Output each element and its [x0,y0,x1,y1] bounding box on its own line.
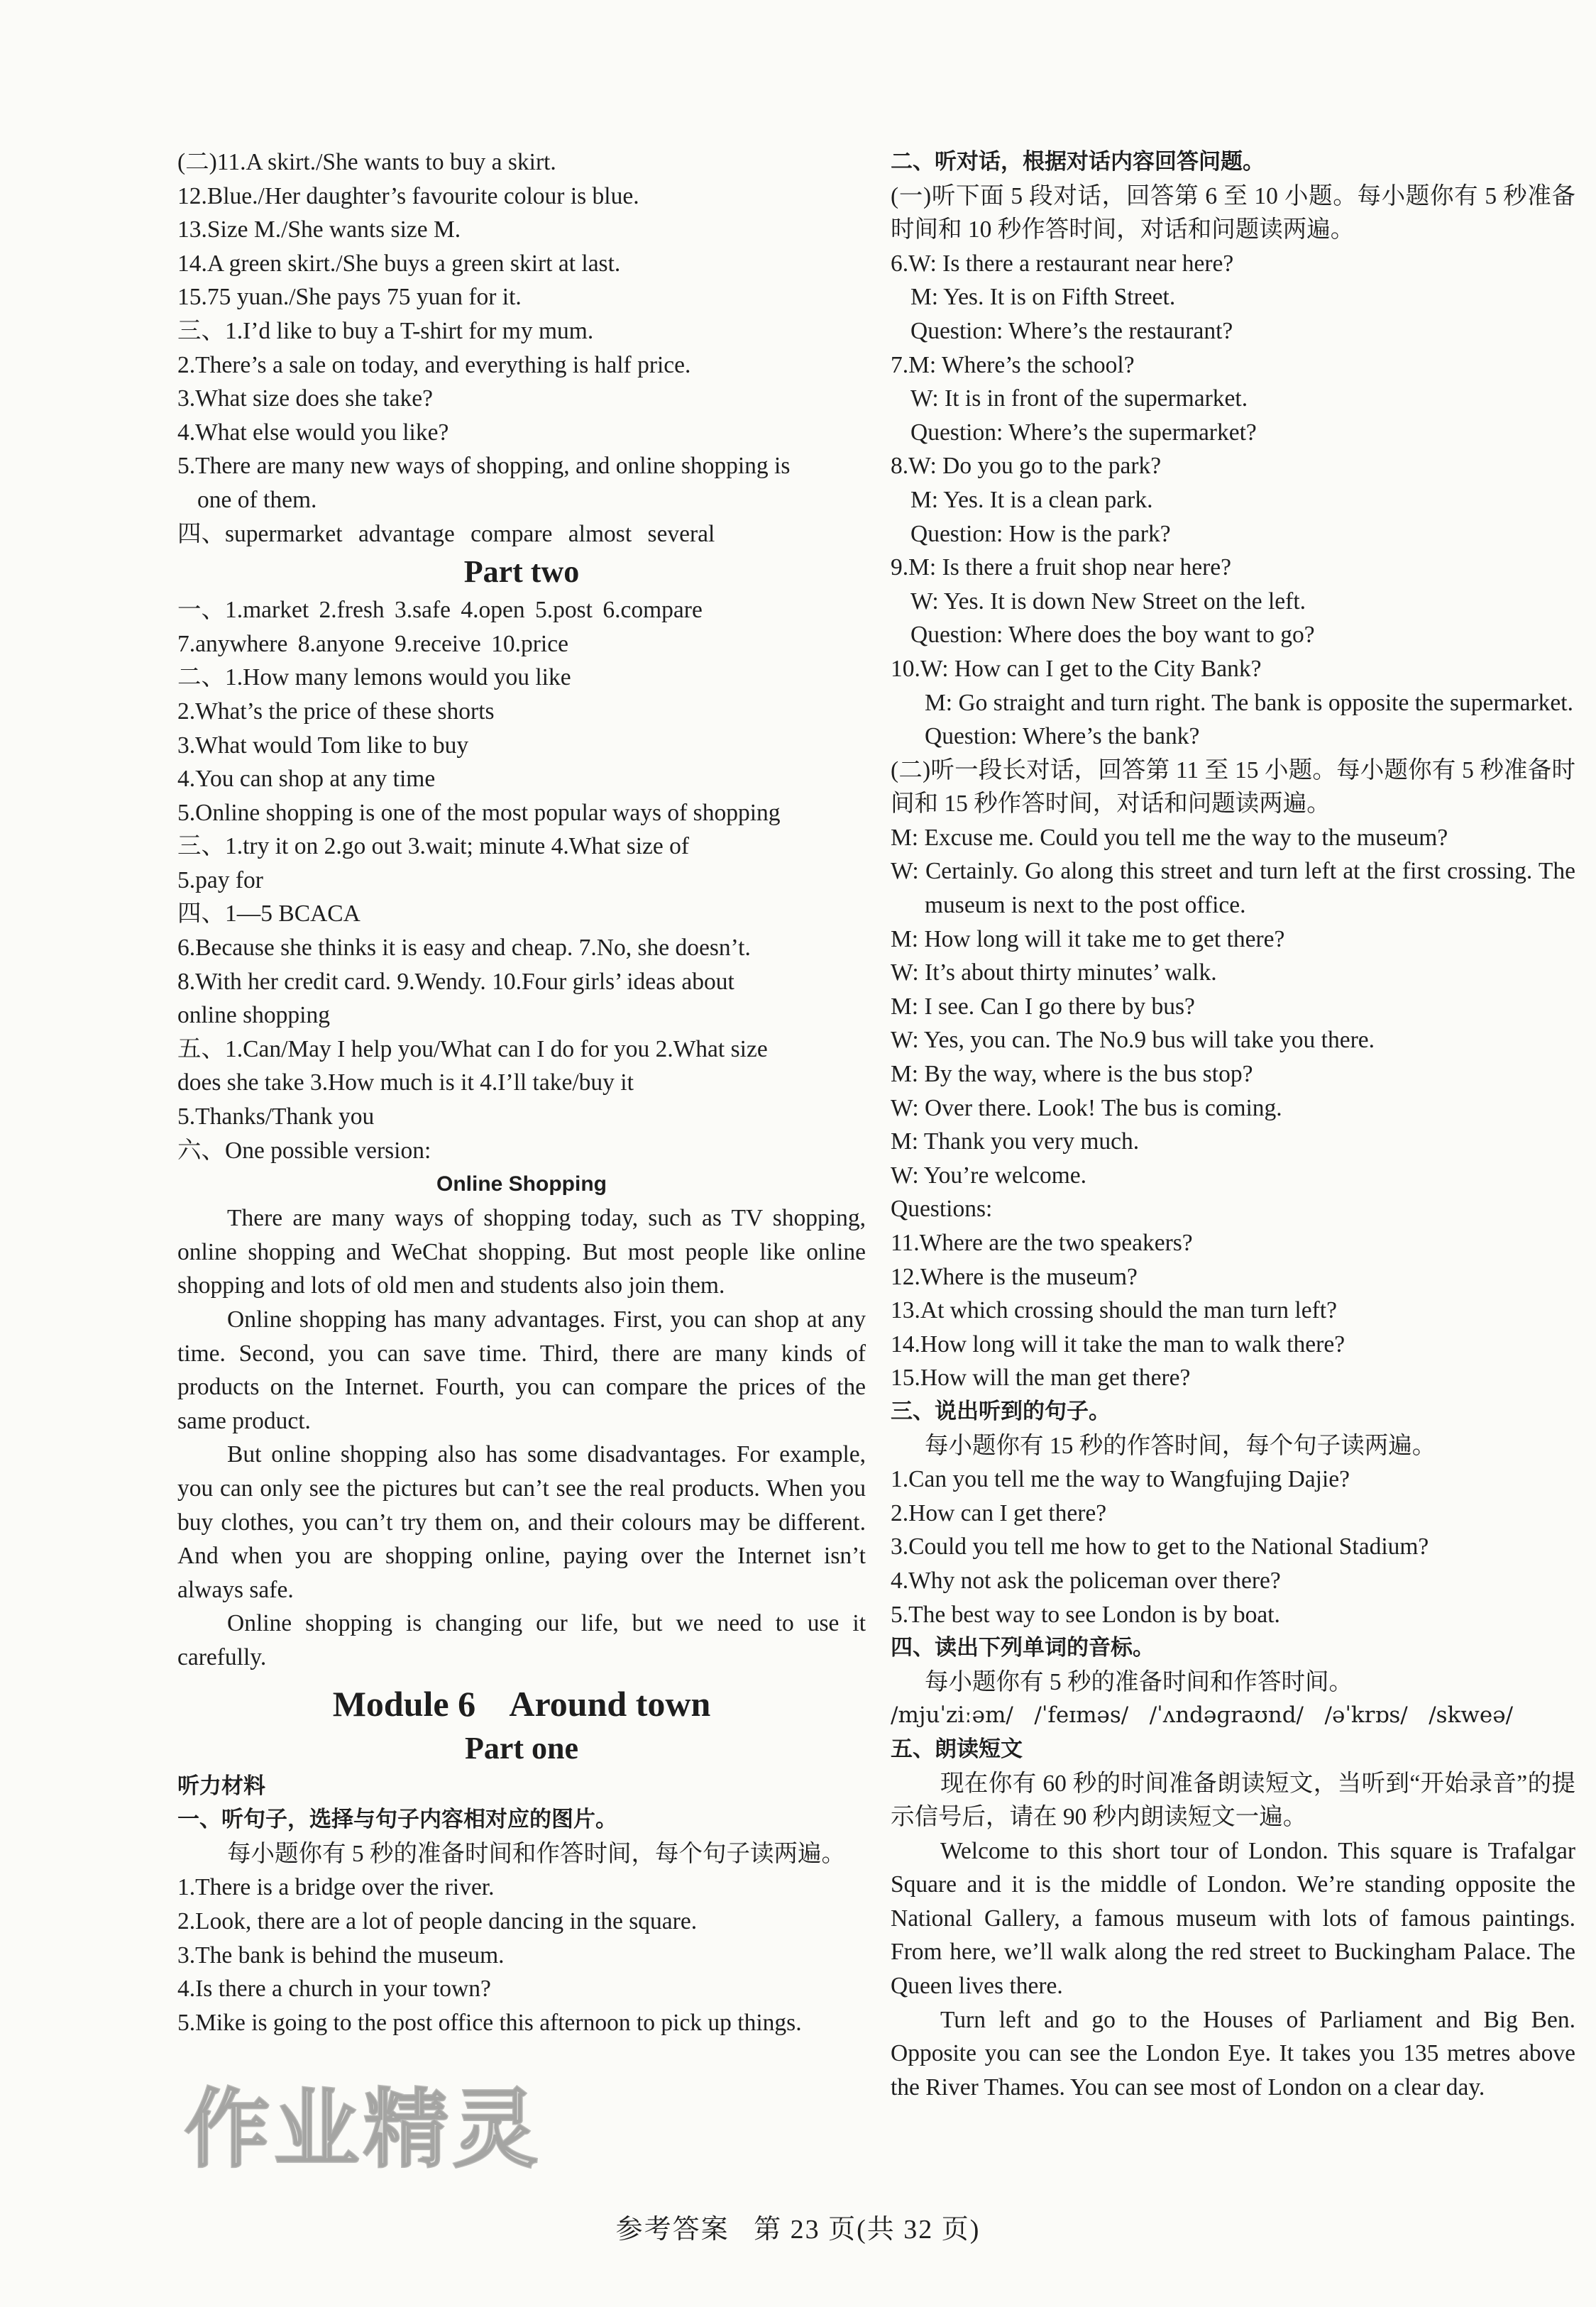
part-one-title: Part one [464,1730,579,1766]
answer-line: 六、One possible version: [177,1137,431,1164]
part-two-title: Part two [463,554,580,590]
dialogue-line: W: It’s about thirty minutes’ walk. [891,959,1217,986]
answer-line: 14.A green skirt./She buys a green skirt at last. [177,250,621,277]
answer-line: 4.What else would you like? [177,419,449,446]
dialogue-line [891,686,1575,720]
dialogue-line: Question: Where does the boy want to go? [910,622,1315,649]
answer-line: (二)11.A skirt./She wants to buy a skirt. [177,149,556,175]
answer-line: online shopping [177,1002,330,1029]
dialogue-line: 7.M: Where’s the school? [891,351,1135,378]
sentence-line: 3.Could you tell me how to get to the National Stadium? [891,1534,1429,1560]
dialogue-line: W: Certainly. Go along this street and turn left at the first crossing. The museum is next to the post office. [891,858,1575,919]
answer-line: one of them. [197,486,317,513]
section-instruction: (二)听一段长对话，回答第 11 至 15 小题。每小题你有 5 秒准备时间和 15 秒作答时间，对话和问题读两遍。 [891,756,1575,817]
sentence-line: 5.The best way to see London is by boat. [891,1601,1280,1628]
answer-line: 5.pay for [177,866,263,893]
section-instruction: 每小题你有 5 秒的准备时间和作答时间。 [925,1668,1353,1695]
page-footer: 参考答案 第 23 页(共 32 页) [615,2215,981,2245]
section-instruction: 每小题你有 15 秒的作答时间，每个句子读两遍。 [925,1432,1436,1459]
answer-line: 5.Thanks/Thank you [177,1103,375,1130]
answer-line: 5.There are many new ways of shopping, and online shopping is [177,453,791,480]
dialogue-line: W: Yes, you can. The No.9 bus will take you there. [891,1027,1375,1054]
dialogue-line: 8.W: Do you go to the park? [891,453,1162,480]
section-heading: 一、听句子，选择与句子内容相对应的图片。 [177,1807,617,1833]
question-line: 15.How will the man get there? [891,1365,1191,1392]
dialogue-line: M: Excuse me. Could you tell me the way to the museum? [891,824,1448,851]
dialogue-line: M: By the way, where is the bus stop? [891,1061,1253,1088]
sentence-line: 5.Mike is going to the post office this afternoon to pick up things. [177,2009,802,2036]
dialogue-line: M: Yes. It is on Fifth Street. [910,284,1176,311]
answer-line: 4.You can shop at any time [177,766,436,793]
question-line: 13.At which crossing should the man turn left? [891,1297,1337,1324]
sentence-line: 2.Look, there are a lot of people dancing in the square. [177,1907,698,1934]
answer-line: 三、1.I’d like to buy a T-shirt for my mum. [177,317,594,344]
answer-line: 2.What’s the price of these shorts [177,698,495,725]
essay-paragraph: But online shopping also has some disadvantages. For example, you can only see the pictures but can’t see the real products. When you buy clothes, you can’t try them on, and their colours may be different. And when you are shopping online, paying over the Internet isn’t always safe. [177,1441,866,1603]
phonetics-line: /mjuˈziːəm/ /ˈfeɪməs/ /ˈʌndəɡraʊnd/ /əˈkrɒs/ /skweə/ [891,1702,1514,1729]
dialogue-line: M: Thank you very much. [891,1128,1140,1155]
answer-line: 2.There’s a sale on today, and everything is half price. [177,351,691,378]
dialogue-line: W: It is in front of the supermarket. [910,385,1248,412]
section-heading: 五、朗读短文 [891,1736,1023,1762]
sentence-line: 3.The bank is behind the museum. [177,1942,505,1969]
dialogue-line: 6.W: Is there a restaurant near here? [891,250,1234,277]
question-line: 12.Where is the museum? [891,1263,1138,1290]
section-heading: 二、听对话，根据对话内容回答问题。 [891,149,1265,175]
watermark: 作业精灵 [185,2081,542,2179]
dialogue-line: 9.M: Is there a fruit shop near here? [891,554,1231,581]
sentence-line: 2.How can I get there? [891,1499,1107,1526]
answer-line: 3.What would Tom like to buy [177,732,469,759]
sentence-line: 1.There is a bridge over the river. [177,1874,495,1901]
answer-line: 四、1—5 BCACA [177,901,361,927]
questions-label: Questions: [891,1196,993,1223]
answer-line: 8.With her credit card. 9.Wendy. 10.Four girls’ ideas about [177,968,734,995]
answer-line: 五、1.Can/May I help you/What can I do for you 2.What size [177,1035,768,1062]
module-title: Module 6 Around town [332,1683,711,1724]
dialogue-line: Question: Where’s the restaurant? [910,317,1233,344]
essay-paragraph: Online shopping is changing our life, but we need to use it carefully. [177,1610,866,1670]
essay-paragraph: There are many ways of shopping today, such as TV shopping, online shopping and WeChat shopping. But most people like online shopping and lots of old men and students also join them. [177,1205,866,1299]
dialogue-line: Question: How is the park? [910,520,1171,547]
dialogue-line: W: Yes. It is down New Street on the left. [910,588,1306,615]
answer-line: 四、supermarket advantage compare almost several [177,520,715,547]
answer-line: 5.Online shopping is one of the most popular ways of shopping [177,799,781,826]
left-column [177,145,866,2039]
section-heading: 四、读出下列单词的音标。 [891,1635,1155,1661]
section-instruction: (一)听下面 5 段对话，回答第 6 至 10 小题。每小题你有 5 秒准备时间和 10 秒作答时间，对话和问题读两遍。 [891,182,1575,243]
answer-line: 13.Size M./She wants size M. [177,216,461,243]
answer-line: 12.Blue./Her daughter’s favourite colour is blue. [177,182,639,209]
answer-line: 7.anywhere 8.anyone 9.receive 10.price [177,630,568,657]
dialogue-line: W: You’re welcome. [891,1162,1086,1189]
question-line: 14.How long will it take the man to walk there? [891,1331,1345,1358]
right-column [891,145,1575,2104]
sentence-line: 4.Why not ask the policeman over there? [891,1567,1281,1594]
dialogue-line: Question: Where’s the bank? [925,723,1200,750]
sentence-line: 1.Can you tell me the way to Wangfujing Dajie? [891,1466,1350,1493]
dialogue-line: M: I see. Can I go there by bus? [891,993,1195,1020]
reading-paragraph: Turn left and go to the Houses of Parliament and Big Ben. Opposite you can see the London Eye. It takes you 135 metres above the River Thames. You can see most of London on a clear day. [891,2006,1575,2100]
answer-line: 15.75 yuan./She pays 75 yuan for it. [177,284,522,311]
section-heading: 三、说出听到的句子。 [891,1398,1111,1424]
answer-line: 3.What size does she take? [177,385,433,412]
answer-line: 二、1.How many lemons would you like [177,664,571,691]
answer-line: 三、1.try it on 2.go out 3.wait; minute 4.What size of [177,833,690,860]
sentence-line: 4.Is there a church in your town? [177,1976,491,2003]
essay-paragraph: Online shopping has many advantages. First, you can shop at any time. Second, you can save time. Third, there are many kinds of products on the Internet. Fourth, you can compare the prices of the same product. [177,1306,866,1434]
answer-line: 一、1.market 2.fresh 3.safe 4.open 5.post 6.compare [177,597,703,624]
question-line: 11.Where are the two speakers? [891,1230,1193,1256]
answer-line: does she take 3.How much is it 4.I’ll take/buy it [177,1069,634,1096]
essay-title: Online Shopping [436,1172,607,1196]
section-instruction: 每小题你有 5 秒的准备时间和作答时间，每个句子读两遍。 [227,1840,845,1867]
dialogue-line: 10.W: How can I get to the City Bank? [891,655,1262,682]
dialogue-line: M: How long will it take me to get there? [891,925,1285,952]
dialogue-10-answer: M: Go straight and turn right. The bank is opposite the supermarket. [925,689,1573,716]
dialogue-line: M: Yes. It is a clean park. [910,486,1153,513]
dialogue-line: W: Over there. Look! The bus is coming. [891,1094,1282,1121]
answer-line: 6.Because she thinks it is easy and cheap. 7.No, she doesn’t. [177,935,751,962]
listening-heading: 听力材料 [177,1773,265,1799]
reading-paragraph: Welcome to this short tour of London. This square is Trafalgar Square and it is the middle of London. We’re standing opposite the National Gallery, a famous museum with lots of famous paintings. From here, we’ll walk along the red street to Buckingham Palace. The Queen lives there. [891,1837,1575,2000]
section-instruction: 现在你有 60 秒的时间准备朗读短文，当听到“开始录音”的提示信号后，请在 90 秒内朗读短文一遍。 [891,1770,1575,1831]
dialogue-line: Question: Where’s the supermarket? [910,419,1257,446]
